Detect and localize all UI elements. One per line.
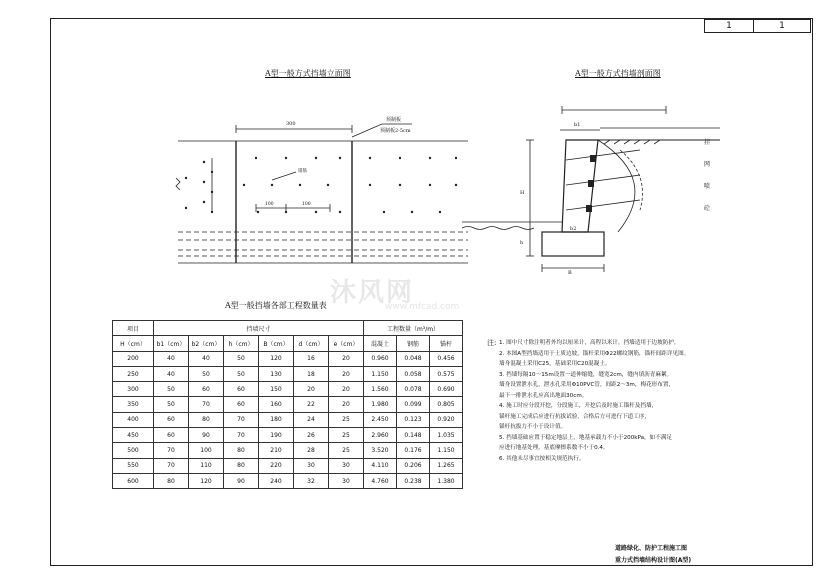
table-row bbox=[113, 382, 463, 397]
col-header-h: H（cm） bbox=[113, 336, 154, 351]
section-side-text bbox=[704, 132, 712, 220]
table-cell: 50 bbox=[224, 366, 259, 381]
elevation-title: A型一般方式挡墙立面图 bbox=[265, 69, 351, 78]
table-cell: 0.238 bbox=[397, 473, 430, 488]
section-title: A型一般方式挡墙剖面图 bbox=[575, 69, 661, 78]
dim-b1: b1 bbox=[574, 122, 581, 128]
table-cell: 1.035 bbox=[430, 428, 463, 443]
table-cell: 90 bbox=[224, 473, 259, 488]
col-header: b2（cm） bbox=[189, 336, 224, 351]
note-line: 5. 挡墙基础应置于稳定地层上，地基承载力不小于200kPa，如不满足 bbox=[499, 434, 673, 441]
table-cell: 20 bbox=[294, 382, 329, 397]
table-cell: 250 bbox=[113, 366, 154, 381]
col-header: 锚杆 bbox=[430, 336, 463, 351]
callout-label-2: 预制板2-5cm bbox=[380, 128, 411, 134]
table-cell: 25 bbox=[329, 428, 364, 443]
table-cell: 60 bbox=[154, 412, 189, 427]
table-cell: 110 bbox=[189, 458, 224, 473]
notes-lines bbox=[487, 338, 787, 464]
table-cell: 20 bbox=[329, 351, 364, 366]
table-cell: 500 bbox=[113, 443, 154, 458]
note-line: 最下一排泄水孔应高出地面30cm。 bbox=[499, 392, 588, 399]
table-cell: 0.176 bbox=[397, 443, 430, 458]
table-cell: 0.805 bbox=[430, 397, 463, 412]
callout-label-1: 预制板 bbox=[386, 117, 402, 123]
table-cell: 16 bbox=[294, 351, 329, 366]
table-cell: 0.078 bbox=[397, 382, 430, 397]
table-cell: 450 bbox=[113, 428, 154, 443]
table-cell: 0.920 bbox=[430, 412, 463, 427]
watermark-text: 沐风网 bbox=[330, 278, 415, 308]
notes bbox=[487, 338, 787, 464]
table-cell: 60 bbox=[224, 397, 259, 412]
side-text-4: 砼 bbox=[704, 205, 711, 212]
table-cell: 120 bbox=[189, 473, 224, 488]
table-cell: 40 bbox=[154, 366, 189, 381]
col-header: b1（cm） bbox=[154, 336, 189, 351]
table-cell: 0.690 bbox=[430, 382, 463, 397]
table-cell: 70 bbox=[154, 443, 189, 458]
table-cell: 32 bbox=[294, 473, 329, 488]
table-cell: 4.760 bbox=[364, 473, 397, 488]
table-cell: 60 bbox=[154, 428, 189, 443]
table-cell: 1.265 bbox=[430, 458, 463, 473]
table-cell: 0.456 bbox=[430, 351, 463, 366]
table-cell: 70 bbox=[224, 428, 259, 443]
note-line: 墙身混凝土采用C25，基础采用C20混凝土。 bbox=[499, 361, 611, 367]
table-cell: 70 bbox=[154, 458, 189, 473]
table-cell: 0.058 bbox=[397, 366, 430, 381]
table-cell: 50 bbox=[154, 382, 189, 397]
table-cell: 25 bbox=[329, 412, 364, 427]
table-cell: 60 bbox=[189, 382, 224, 397]
table-cell: 0.206 bbox=[397, 458, 430, 473]
title-block-line-2: 重力式挡墙结构设计图(A型) bbox=[615, 557, 692, 564]
note-line: 应进行地基处理，基底摩擦系数不小于0.4。 bbox=[499, 445, 609, 451]
table-cell: 30 bbox=[329, 458, 364, 473]
table-row bbox=[113, 473, 463, 488]
group-header-dimensions: 挡墙尺寸 bbox=[154, 321, 364, 336]
title-block-line-1: 道路绿化、防护工程施工图 bbox=[615, 545, 688, 552]
table-cell: 550 bbox=[113, 458, 154, 473]
table-cell: 0.123 bbox=[397, 412, 430, 427]
note-line: 2. 本图A型挡墙适用于土质边坡，锚杆采用Φ22螺纹钢筋，锚杆间距详见图。 bbox=[499, 350, 690, 357]
col-header: d（cm） bbox=[294, 336, 329, 351]
table-cell: 80 bbox=[224, 458, 259, 473]
dim-h-base: h bbox=[520, 240, 524, 246]
column-header-row bbox=[113, 336, 463, 351]
table-cell: 25 bbox=[329, 443, 364, 458]
table-cell: 70 bbox=[189, 397, 224, 412]
table-cell: 90 bbox=[189, 428, 224, 443]
note-line: 锚杆施工完成后应进行抗拔试验，合格后方可进行下道工序， bbox=[499, 413, 651, 420]
width-dimension: 300 bbox=[286, 121, 296, 127]
table-cell: 1.560 bbox=[364, 382, 397, 397]
table-cell: 0.099 bbox=[397, 397, 430, 412]
side-text-3: 喷 bbox=[704, 183, 711, 190]
note-line: 6. 其他未尽事宜按相关规范执行。 bbox=[499, 455, 585, 462]
table-cell: 0.048 bbox=[397, 351, 430, 366]
table-cell: 50 bbox=[224, 351, 259, 366]
table-cell: 24 bbox=[294, 412, 329, 427]
watermark bbox=[330, 272, 460, 312]
table-cell: 190 bbox=[259, 428, 294, 443]
table-cell: 20 bbox=[329, 397, 364, 412]
col-header: 混凝土 bbox=[364, 336, 397, 351]
table-row bbox=[113, 366, 463, 381]
dim-b2: b2 bbox=[570, 226, 577, 232]
spacing-dimension-a: 100 bbox=[265, 202, 274, 207]
table-cell: 80 bbox=[154, 473, 189, 488]
table-cell: 50 bbox=[189, 366, 224, 381]
table-row bbox=[113, 412, 463, 427]
col-header: h（cm） bbox=[224, 336, 259, 351]
table-cell: 240 bbox=[259, 473, 294, 488]
table-cell: 70 bbox=[224, 412, 259, 427]
note-line: 3. 挡墙每隔10～15m设置一道伸缩缝，缝宽2cm，缝内填沥青麻絮。 bbox=[499, 371, 673, 378]
dim-h-total: H bbox=[520, 190, 525, 196]
table-cell: 1.980 bbox=[364, 397, 397, 412]
side-text-1: 挂 bbox=[704, 139, 711, 146]
table-cell: 3.520 bbox=[364, 443, 397, 458]
col-header: 钢筋 bbox=[397, 336, 430, 351]
page-number: 1 bbox=[704, 19, 754, 33]
table-cell: 4.110 bbox=[364, 458, 397, 473]
table-cell: 18 bbox=[294, 366, 329, 381]
table-cell: 100 bbox=[189, 443, 224, 458]
table-cell: 80 bbox=[224, 443, 259, 458]
quantity-table bbox=[112, 320, 463, 489]
note-line: 1. 图中尺寸除注明者外均以厘米计，高程以米计，挡墙适用于边坡防护。 bbox=[499, 340, 680, 346]
table-cell: 220 bbox=[259, 458, 294, 473]
watermark-url: www.mfcad.com bbox=[385, 302, 460, 312]
table-corner: 项目 bbox=[113, 321, 154, 336]
table-row bbox=[113, 458, 463, 473]
table-row bbox=[113, 397, 463, 412]
table-cell: 20 bbox=[329, 366, 364, 381]
note-line: 墙身设置泄水孔，泄水孔采用Φ10PVC管，间距2～3m，梅花形布置， bbox=[499, 382, 675, 388]
table-cell: 2.960 bbox=[364, 428, 397, 443]
table-cell: 50 bbox=[154, 397, 189, 412]
note-line: 锚杆抗拔力不小于设计值。 bbox=[499, 424, 567, 430]
table-cell: 0.575 bbox=[430, 366, 463, 381]
table-title: A型一般挡墙各部工程数量表 bbox=[225, 301, 327, 310]
table-cell: 600 bbox=[113, 473, 154, 488]
table-cell: 160 bbox=[259, 397, 294, 412]
table-row bbox=[113, 428, 463, 443]
table-cell: 1.150 bbox=[430, 443, 463, 458]
spacing-dimension-b: 100 bbox=[302, 202, 311, 207]
table-cell: 20 bbox=[329, 382, 364, 397]
table-cell: 22 bbox=[294, 397, 329, 412]
note-line: 4. 施工时应分段开挖，分段施工，开挖后及时施工锚杆及挡墙， bbox=[499, 403, 658, 409]
table-cell: 26 bbox=[294, 428, 329, 443]
table-cell: 80 bbox=[189, 412, 224, 427]
anchor-label: 锚筋 bbox=[298, 169, 307, 174]
table-cell: 0.960 bbox=[364, 351, 397, 366]
table-cell: 180 bbox=[259, 412, 294, 427]
table-cell: 1.150 bbox=[364, 366, 397, 381]
table-cell: 60 bbox=[224, 382, 259, 397]
table-cell: 120 bbox=[259, 351, 294, 366]
table-cell: 210 bbox=[259, 443, 294, 458]
table-cell: 1.380 bbox=[430, 473, 463, 488]
col-header: e（cm） bbox=[329, 336, 364, 351]
table-body bbox=[113, 351, 463, 489]
table-cell: 300 bbox=[113, 382, 154, 397]
table-cell: 30 bbox=[329, 473, 364, 488]
table-header-row bbox=[113, 321, 463, 336]
dim-b-base: B bbox=[568, 270, 572, 276]
table-cell: 350 bbox=[113, 397, 154, 412]
table-cell: 400 bbox=[113, 412, 154, 427]
table-cell: 40 bbox=[154, 351, 189, 366]
side-text-2: 网 bbox=[704, 161, 711, 168]
table-cell: 0.148 bbox=[397, 428, 430, 443]
table-cell: 40 bbox=[189, 351, 224, 366]
table-cell: 200 bbox=[113, 351, 154, 366]
table-row bbox=[113, 443, 463, 458]
table-cell: 28 bbox=[294, 443, 329, 458]
table-row bbox=[113, 351, 463, 366]
page-total: 1 bbox=[753, 19, 811, 33]
notes-heading: 注: bbox=[487, 339, 497, 347]
group-header-quantities: 工程数量（m³/m） bbox=[364, 321, 463, 336]
col-header: B（cm） bbox=[259, 336, 294, 351]
table-cell: 150 bbox=[259, 382, 294, 397]
table-cell: 30 bbox=[294, 458, 329, 473]
table-cell: 2.450 bbox=[364, 412, 397, 427]
table-cell: 130 bbox=[259, 366, 294, 381]
